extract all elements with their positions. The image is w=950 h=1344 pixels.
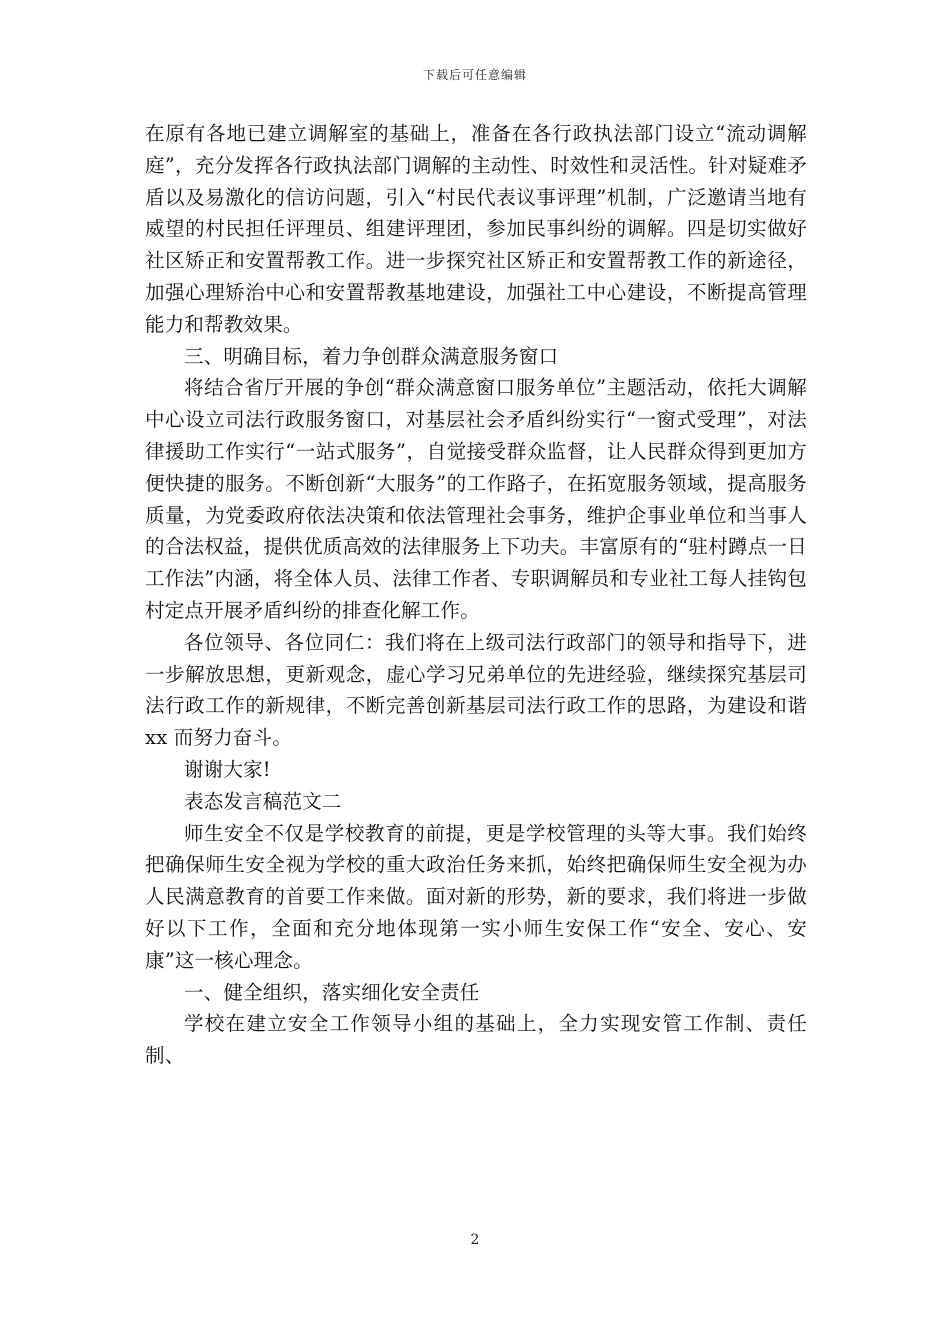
paragraph-3: 师生安全不仅是学校教育的前提，更是学校管理的头等大事。我们始终把确保师生安全视为学校的重大政治任务来抓，始终把确保师生安全视为办人民满意教育的首要工作来做。面对新的形势，新的要求，我们将进一步做好以下工作，全面和充分地体现第一实小师生安保工作“安全、安心、安康”这一核心理念。 [145,821,807,972]
paragraph-2: 将结合省厅开展的争创“群众满意窗口服务单位”主题活动，依托大调解中心设立司法行政服务窗口，对基层社会矛盾纠纷实行“一窗式受理”，对法律援助工作实行“一站式服务”，自觉接受群众监督，让人民群众得到更加方便快捷的服务。不断创新“大服务”的工作路子，在拓宽服务领域，提高服务质量，为党委政府依法决策和依法管理社会事务，维护企事业单位和当事人的合法权益，提供优质高效的法律服务上下功夫。丰富原有的“驻村蹲点一日工作法”内涵，将全体人员、法律工作者、专职调解员和专业社工每人挂钩包村定点开展矛盾纠纷的排查化解工作。 [145,376,807,622]
paragraph-1: 在原有各地已建立调解室的基础上，准备在各行政执法部门设立“流动调解庭”，充分发挥各行政执法部门调解的主动性、时效性和灵活性。针对疑难矛盾以及易激化的信访问题，引入“村民代表议事评理”机制，广泛邀请当地有威望的村民担任评理员、组建评理团，参加民事纠纷的调解。四是切实做好社区矫正和安置帮教工作。进一步探究社区矫正和安置帮教工作的新途径，加强心理矫治中心和安置帮教基地建设，加强社工中心建设，不断提高管理能力和帮教效果。 [145,122,807,336]
section-heading-1: 一、健全组织，落实细化安全责任 [184,980,480,1004]
paragraph-4: 学校在建立安全工作领导小组的基础上，全力实现安管工作制、责任制、 [145,1012,807,1068]
thanks-line: 谢谢大家! [184,757,271,781]
document-title-2: 表态发言稿范文二 [184,789,342,813]
section-heading-3: 三、明确目标，着力争创群众满意服务窗口 [184,344,559,368]
page-number: 2 [470,1232,480,1248]
paragraph-closing: 各位领导、各位同仁：我们将在上级司法行政部门的领导和指导下，进一步解放思想，更新观念，虚心学习兄弟单位的先进经验，继续探究基层司法行政工作的新规律，不断完善创新基层司法行政工作的思路，为建设和谐 xx 而努力奋斗。 [145,630,807,750]
document-body [145,118,807,1072]
page-header: 下载后可任意编辑 [422,68,527,82]
